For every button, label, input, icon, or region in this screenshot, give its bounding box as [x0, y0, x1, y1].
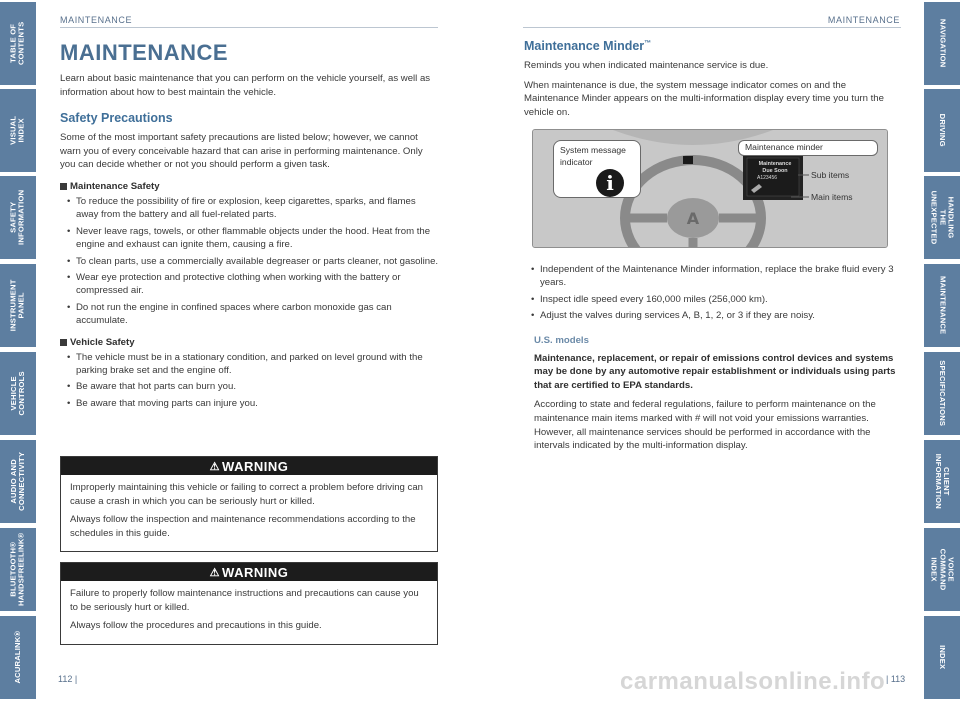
- tab-label: AUDIO AND CONNECTIVITY: [8, 452, 26, 511]
- tab-label: VISUAL INDEX: [8, 115, 26, 146]
- maintenance-minder-figure: [532, 129, 888, 248]
- tab-label: CLIENT INFORMATION: [934, 453, 952, 510]
- trademark-symbol: ™: [644, 39, 652, 47]
- list-item: • The vehicle must be in a stationary condition, and parked on level ground with the parking brake set and the engine off.: [60, 351, 440, 378]
- list-item: • Adjust the valves during services A, B, 1, 2, or 3 if they are noisy.: [524, 309, 902, 322]
- vehicle-safety-list: [60, 351, 440, 411]
- tab-label: SAFETY INFORMATION: [8, 189, 26, 246]
- right-page-content: [524, 38, 902, 119]
- heading-text: Maintenance Minder: [524, 39, 645, 53]
- system-message-callout: [553, 140, 641, 198]
- warning-text: Failure to properly follow maintenance instructions and precautions can cause you to be seriously hurt or killed.: [70, 588, 419, 613]
- minder-intro: Reminds you when indicated maintenance service is due.: [524, 60, 769, 71]
- list-item: • To reduce the possibility of fire or explosion, keep cigarettes, sparks, and flames away from the battery and all fuel-related parts.: [60, 195, 440, 222]
- vehicle-safety-heading: Vehicle Safety: [60, 337, 440, 348]
- tab-label: DRIVING: [938, 113, 948, 148]
- tab-safety-information[interactable]: [0, 176, 36, 259]
- tab-visual-index[interactable]: [0, 89, 36, 172]
- page-title: MAINTENANCE: [60, 40, 229, 65]
- maintenance-safety-list: [60, 195, 440, 328]
- tab-voice-command-index[interactable]: [924, 528, 960, 611]
- tab-table-of-contents[interactable]: [0, 2, 36, 85]
- tab-specifications[interactable]: [924, 352, 960, 435]
- right-page-lower: [524, 260, 902, 453]
- tab-label: SPECIFICATIONS: [938, 360, 948, 427]
- maintenance-minder-heading: [524, 39, 902, 53]
- list-item: • Wear eye protection and protective clothing when working with the battery or compressed air.: [60, 271, 440, 298]
- maintenance-minder-callout: [738, 140, 878, 156]
- tab-label: HANDLING THE UNEXPECTED: [929, 190, 956, 245]
- tab-label: INDEX: [938, 645, 948, 670]
- emissions-text: According to state and federal regulations, failure to perform maintenance on the maintenance main items marked with # will not void your emissions warranties. However, all maintenance services should be performed in accordance with the intervals indicated by the multi-information display.: [534, 399, 876, 452]
- safety-precautions-text: Some of the most important safety precautions are listed below; however, we cannot warn you of every conceivable hazard that can arise in performing maintenance. Only you can decide whether or not you should perform a given task.: [60, 132, 423, 171]
- minder-description: When maintenance is due, the system message indicator comes on and the Maintenance Minder appears on the multi-information display every time you turn the vehicle on.: [524, 79, 884, 118]
- tab-driving[interactable]: [924, 89, 960, 172]
- us-models-label: U.S. models: [534, 334, 589, 346]
- left-page-number: 112 |: [58, 674, 78, 684]
- main-items-label: Main items: [811, 192, 853, 202]
- warning-header: [61, 563, 437, 581]
- warning-label: WARNING: [222, 564, 289, 580]
- list-item: • Never leave rags, towels, or other flammable objects under the hood. Heat from the engine and exhaust can ignite them, causing a fire.: [60, 225, 440, 252]
- list-item: • Do not run the engine in confined spaces where carbon monoxide gas can accumulate.: [60, 301, 440, 328]
- tab-label: BLUETOOTH® HANDSFREELINK®: [8, 532, 26, 607]
- emissions-bold-text: Maintenance, replacement, or repair of emissions control devices and systems may be done by any automotive repair establishment or individuals using parts that are certified to EPA standards.: [534, 352, 896, 391]
- tab-label: INSTRUMENT PANEL: [8, 279, 26, 332]
- right-page-number: | 113: [886, 674, 906, 684]
- safety-precautions-heading: Safety Precautions: [60, 111, 173, 126]
- display-code: A123456: [757, 175, 778, 181]
- list-item: • Inspect idle speed every 160,000 miles (256,000 km).: [524, 293, 902, 306]
- info-icon: i: [596, 169, 624, 197]
- right-running-header: MAINTENANCE: [827, 15, 900, 25]
- tab-maintenance[interactable]: [924, 264, 960, 347]
- list-item: • To clean parts, use a commercially available degreaser or parts cleaner, not gasoline.: [60, 255, 440, 268]
- left-running-header: MAINTENANCE: [60, 15, 133, 25]
- list-item: • Be aware that hot parts can burn you.: [60, 380, 440, 393]
- svg-text:A: A: [686, 209, 700, 228]
- warning-triangle-icon: ⚠: [209, 566, 221, 579]
- tab-acuralink[interactable]: [0, 616, 36, 699]
- tab-vehicle-controls[interactable]: [0, 352, 36, 435]
- tab-bluetooth-handsfreelink[interactable]: [0, 528, 36, 611]
- maintenance-minder-label: Maintenance minder: [745, 142, 823, 152]
- tab-client-information[interactable]: [924, 440, 960, 523]
- maintenance-safety-heading: Maintenance Safety: [60, 181, 440, 192]
- tab-label: MAINTENANCE: [938, 276, 948, 335]
- tab-label: VEHICLE CONTROLS: [8, 371, 26, 416]
- left-page-content: [60, 38, 440, 413]
- tab-index[interactable]: [924, 616, 960, 699]
- warning-triangle-icon: ⚠: [209, 460, 221, 473]
- right-header-rule: [523, 27, 901, 28]
- tab-audio-connectivity[interactable]: [0, 440, 36, 523]
- list-item: • Be aware that moving parts can injure you.: [60, 397, 440, 410]
- left-tab-strip: [0, 0, 36, 703]
- tab-label: TABLE OF CONTENTS: [8, 21, 26, 66]
- tab-label: NAVIGATION: [938, 19, 948, 68]
- warning-label: WARNING: [222, 458, 289, 474]
- tab-instrument-panel[interactable]: [0, 264, 36, 347]
- sub-items-label: Sub items: [811, 170, 850, 180]
- warning-text: Always follow the inspection and maintenance recommendations according to the schedules in this guide.: [70, 514, 416, 539]
- tab-label: ACURALINK®: [12, 631, 22, 684]
- warning-text: Always follow the procedures and precautions in this guide.: [70, 620, 322, 632]
- warning-text: Improperly maintaining this vehicle or failing to correct a problem before driving can cause a crash in which you can be seriously hurt or killed.: [70, 482, 424, 507]
- system-message-label: System message indicator: [560, 145, 626, 167]
- left-header-rule: [60, 27, 438, 28]
- tab-navigation[interactable]: [924, 2, 960, 85]
- watermark: carmanualsonline.info: [620, 668, 886, 695]
- minder-bullets: [524, 263, 902, 323]
- right-tab-strip: [924, 0, 960, 703]
- warning-header: [61, 457, 437, 475]
- tab-handling-unexpected[interactable]: [924, 176, 960, 259]
- list-item: • Independent of the Maintenance Minder information, replace the brake fluid every 3 years.: [524, 263, 902, 290]
- warning-box-2: [60, 562, 438, 645]
- tab-label: VOICE COMMAND INDEX: [929, 548, 956, 591]
- display-text: Maintenance Due Soon: [758, 161, 792, 174]
- warning-box-1: [60, 456, 438, 552]
- intro-text: Learn about basic maintenance that you can perform on the vehicle yourself, as well as information about how to best maintain the vehicle.: [60, 73, 431, 98]
